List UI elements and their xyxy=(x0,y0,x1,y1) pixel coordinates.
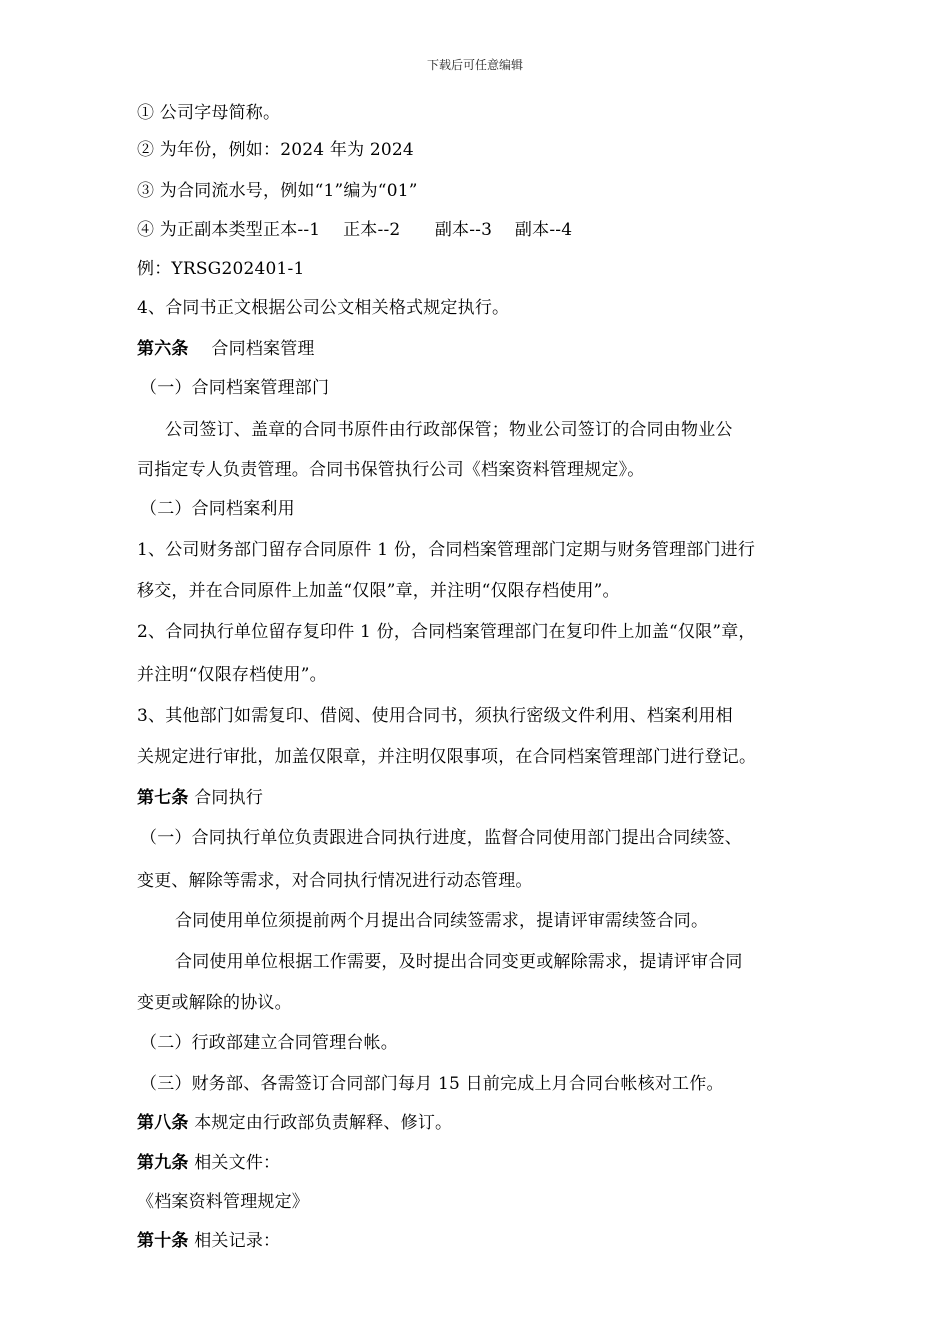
paragraph-line: 变更、解除等需求，对合同执行情况进行动态管理。 xyxy=(137,871,533,891)
article-number: 第六条 xyxy=(137,339,189,359)
article-title: 合同档案管理 xyxy=(188,339,315,359)
section-heading-8 xyxy=(137,1111,452,1135)
text-line: ④ 为正副本类型正本--1 正本--2 副本--3 副本--4 xyxy=(137,220,573,240)
section-heading-10 xyxy=(137,1229,280,1253)
article-title: 相关记录： xyxy=(188,1231,281,1251)
text-line: ③ 为合同流水号，例如“1”编为“01” xyxy=(137,181,418,201)
section-heading-9 xyxy=(137,1151,280,1175)
subsection-heading: （二）合同档案利用 xyxy=(140,499,295,519)
paragraph-line: 合同使用单位根据工作需要，及时提出合同变更或解除需求，提请评审合同 xyxy=(175,952,743,972)
text-line: ① 公司字母简称。 xyxy=(137,103,281,123)
article-number: 第八条 xyxy=(137,1113,189,1133)
paragraph-line: （一）合同执行单位负责跟进合同执行进度，监督合同使用部门提出合同续签、 xyxy=(140,828,742,848)
article-number: 第十条 xyxy=(137,1231,189,1251)
subsection-heading: （二）行政部建立合同管理台帐。 xyxy=(140,1033,398,1053)
paragraph-line: 并注明“仅限存档使用”。 xyxy=(137,665,327,685)
paragraph-line: 1、公司财务部门留存合同原件 1 份，合同档案管理部门定期与财务管理部门进行 xyxy=(137,540,756,560)
text-line: ② 为年份，例如：2024 年为 2024 xyxy=(137,140,414,160)
subsection-heading: （三）财务部、各需签订合同部门每月 15 日前完成上月合同台帐核对工作。 xyxy=(140,1074,724,1094)
section-heading-6 xyxy=(137,337,315,361)
paragraph-line: 2、合同执行单位留存复印件 1 份，合同档案管理部门在复印件上加盖“仅限”章， xyxy=(137,622,756,642)
section-heading-7 xyxy=(137,786,263,810)
related-document: 《档案资料管理规定》 xyxy=(137,1192,309,1212)
article-title: 相关文件： xyxy=(188,1153,281,1173)
article-title: 合同执行 xyxy=(188,788,264,808)
article-number: 第九条 xyxy=(137,1153,189,1173)
paragraph-line: 合同使用单位须提前两个月提出合同续签需求，提请评审需续签合同。 xyxy=(175,911,709,931)
article-title: 本规定由行政部负责解释、修订。 xyxy=(188,1113,453,1133)
paragraph-line: 3、其他部门如需复印、借阅、使用合同书，须执行密级文件利用、档案利用相 xyxy=(137,706,733,726)
paragraph-line: 司指定专人负责管理。合同书保管执行公司《档案资料管理规定》。 xyxy=(137,460,645,480)
text-line: 4、合同书正文根据公司公文相关格式规定执行。 xyxy=(137,298,510,318)
paragraph-line: 变更或解除的协议。 xyxy=(137,993,292,1013)
paragraph-line: 关规定进行审批，加盖仅限章，并注明仅限事项，在合同档案管理部门进行登记。 xyxy=(137,747,757,767)
text-line: 例：YRSG202401-1 xyxy=(137,259,305,279)
article-number: 第七条 xyxy=(137,788,189,808)
paragraph-line: 移交，并在合同原件上加盖“仅限”章，并注明“仅限存档使用”。 xyxy=(137,581,620,601)
subsection-heading: （一）合同档案管理部门 xyxy=(140,378,330,398)
page-header: 下载后可任意编辑 xyxy=(426,58,523,72)
paragraph-line: 公司签订、盖章的合同书原件由行政部保管；物业公司签订的合同由物业公 xyxy=(165,420,733,440)
